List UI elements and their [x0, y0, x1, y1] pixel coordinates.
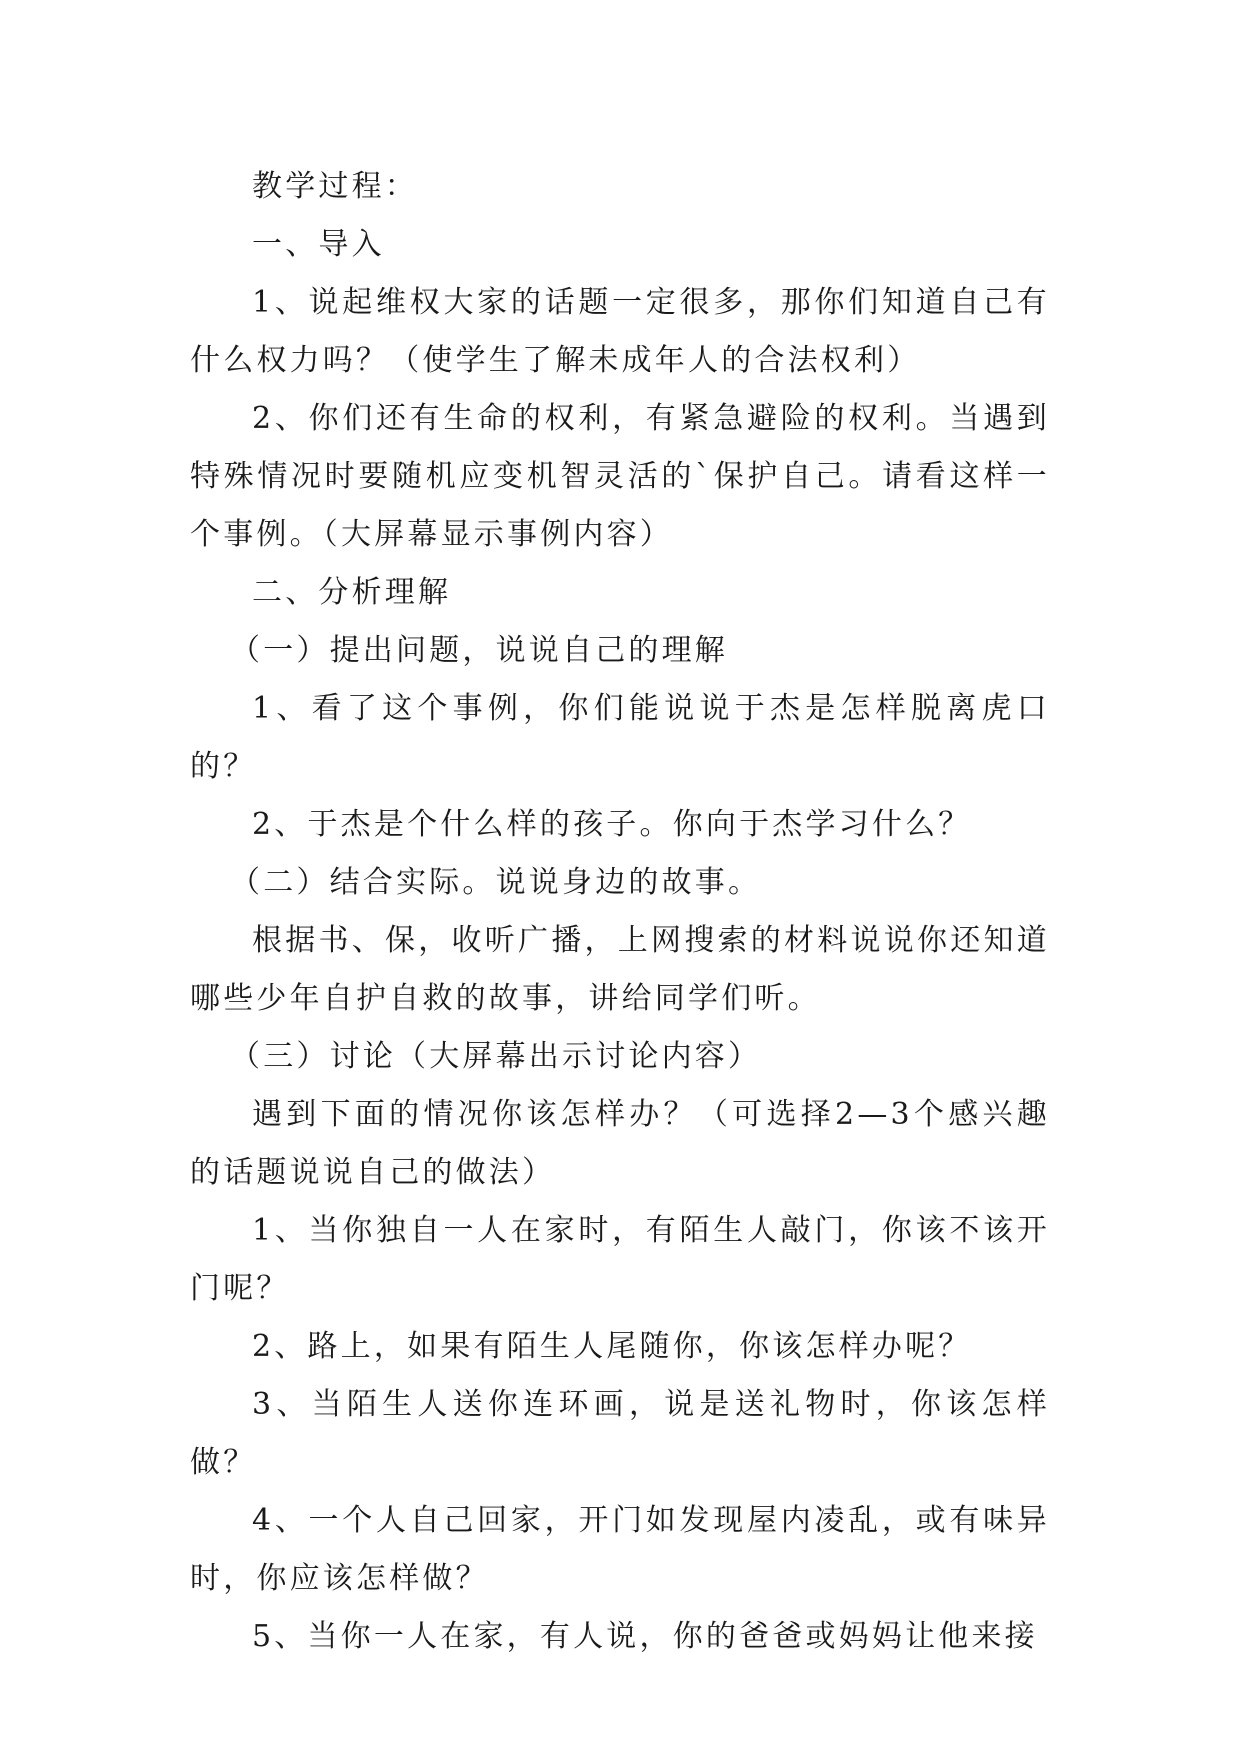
- paragraph-discussion-prompt: 遇到下面的情况你该怎样办？（可选择2—3个感兴趣的话题说说自己的做法）: [190, 1097, 1050, 1190]
- scenario-3: 3、当陌生人送你连环画，说是送礼物时，你该怎样做？: [190, 1387, 1050, 1480]
- subheading-discussion: （三）讨论（大屏幕出示讨论内容）: [230, 1039, 762, 1074]
- section-heading-analysis: 二、分析理解: [252, 575, 452, 610]
- paragraph-stories: 根据书、保，收听广播，上网搜索的材料说说你还知道哪些少年自护自救的故事，讲给同学们听。: [190, 923, 1050, 1016]
- question-1: 1、看了这个事例，你们能说说于杰是怎样脱离虎口的？: [190, 691, 1050, 784]
- scenario-5: 5、当你一人在家，有人说，你的爸爸或妈妈让他来接: [252, 1619, 1038, 1654]
- paragraph-intro-1: 1、说起维权大家的话题一定很多，那你们知道自己有什么权力吗？（使学生了解未成年人的合法权利）: [190, 285, 1050, 378]
- question-2: 2、于杰是个什么样的孩子。你向于杰学习什么？: [252, 807, 972, 842]
- scenario-1: 1、当你独自一人在家时，有陌生人敲门，你该不该开门呢？: [190, 1213, 1050, 1306]
- scenario-2: 2、路上，如果有陌生人尾随你，你该怎样办呢？: [252, 1329, 972, 1364]
- scenario-4: 4、一个人自己回家，开门如发现屋内凌乱，或有味异时，你应该怎样做？: [190, 1503, 1050, 1596]
- subheading-questions: （一）提出问题，说说自己的理解: [230, 633, 728, 668]
- section-heading-introduction: 一、导入: [252, 227, 385, 262]
- section-heading-teaching-process: 教学过程：: [252, 169, 418, 204]
- paragraph-intro-2: 2、你们还有生命的权利，有紧急避险的权利。当遇到特殊情况时要随机应变机智灵活的`保护自己。请看这样一个事例。（大屏幕显示事例内容）: [190, 401, 1050, 552]
- subheading-real-life: （二）结合实际。说说身边的故事。: [230, 865, 762, 900]
- document-body: [190, 158, 1050, 1666]
